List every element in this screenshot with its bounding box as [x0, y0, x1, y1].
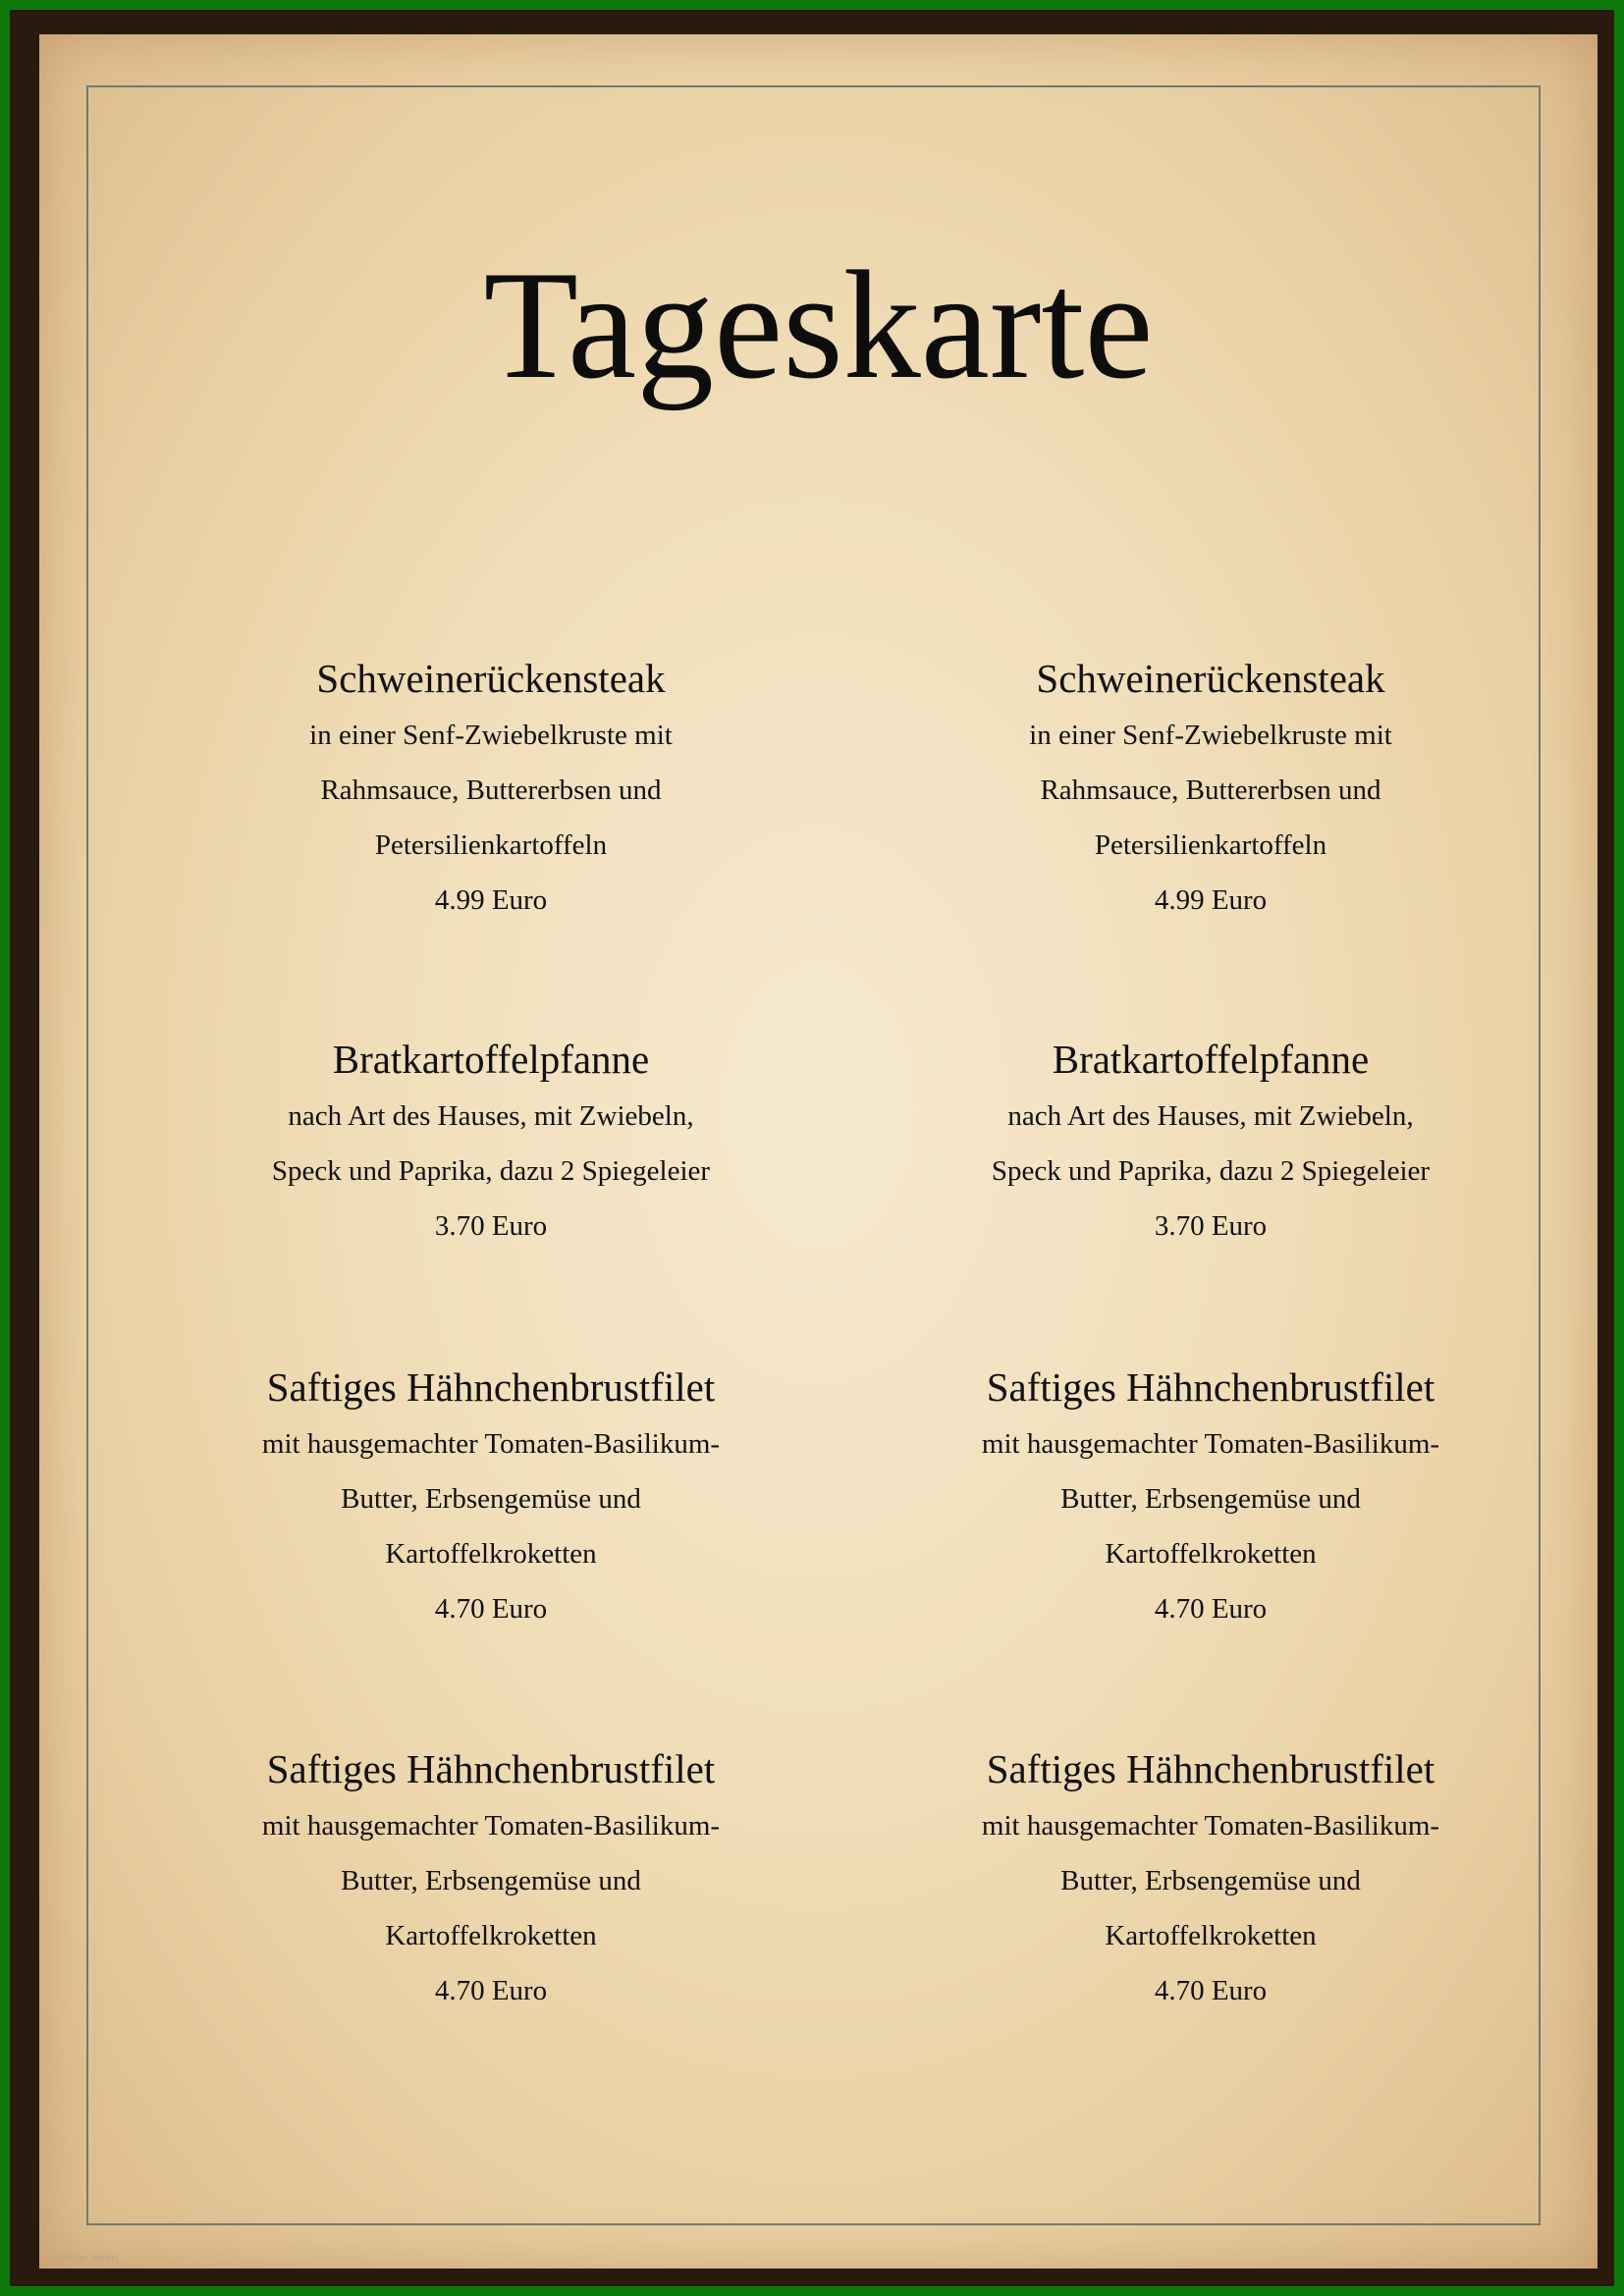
dish-description-line: Petersilienkartoffeln — [1094, 829, 1327, 861]
dish-description-line: Butter, Erbsengemüse und — [341, 1483, 641, 1515]
dish-description-line: Butter, Erbsengemüse und — [341, 1865, 641, 1896]
menu-item — [187, 1358, 795, 1636]
dish-description-line: in einer Senf-Zwiebelkruste mit — [1029, 720, 1392, 751]
dish-price: 3.70 Euro — [434, 1210, 548, 1242]
dish-price: 3.70 Euro — [1154, 1210, 1268, 1242]
menu-item — [906, 1030, 1515, 1254]
dish-description-line: Speck und Paprika, dazu 2 Spiegeleier — [991, 1155, 1431, 1187]
dish-description-line: mit hausgemachter Tomaten-Basilikum- — [261, 1428, 721, 1460]
dish-description-line: Speck und Paprika, dazu 2 Spiegeleier — [271, 1155, 711, 1187]
menu-item — [906, 1739, 1515, 2018]
menu-item — [187, 649, 795, 928]
dish-description-line: nach Art des Hauses, mit Zwiebeln, — [288, 1100, 694, 1132]
dish-description-line: nach Art des Hauses, mit Zwiebeln, — [1007, 1100, 1414, 1132]
dish-name: Saftiges Hähnchenbrustfilet — [266, 1364, 716, 1410]
dish-description-line: Kartoffelkroketten — [1105, 1538, 1317, 1570]
dish-price: 4.99 Euro — [434, 884, 548, 916]
dish-description-line: Kartoffelkroketten — [385, 1538, 597, 1570]
dish-description-line: mit hausgemachter Tomaten-Basilikum- — [261, 1810, 721, 1842]
dish-name: Bratkartoffelpfanne — [332, 1037, 650, 1082]
dish-name: Schweinerückensteak — [316, 656, 666, 701]
dish-description-line: Rahmsauce, Buttererbsen und — [1040, 774, 1381, 806]
menu-item — [906, 1358, 1515, 1636]
watermark: Vorlage Ideen — [51, 2253, 118, 2265]
dish-description-line: Kartoffelkroketten — [1105, 1920, 1317, 1951]
menu-title: Tageskarte — [483, 240, 1154, 411]
menu-item — [906, 649, 1515, 928]
menu-item — [187, 1030, 795, 1254]
dish-description-line: in einer Senf-Zwiebelkruste mit — [309, 720, 673, 751]
dish-name: Saftiges Hähnchenbrustfilet — [266, 1746, 716, 1791]
dish-price: 4.70 Euro — [1154, 1975, 1268, 2006]
dish-description-line: mit hausgemachter Tomaten-Basilikum- — [981, 1428, 1440, 1460]
dish-price: 4.70 Euro — [434, 1593, 548, 1625]
dish-name: Schweinerückensteak — [1036, 656, 1385, 701]
dish-description-line: Kartoffelkroketten — [385, 1920, 597, 1951]
dish-description-line: Butter, Erbsengemüse und — [1060, 1483, 1361, 1515]
dish-description-line: Butter, Erbsengemüse und — [1060, 1865, 1361, 1896]
dish-description-line: Petersilienkartoffeln — [374, 829, 608, 861]
dish-description-line: Rahmsauce, Buttererbsen und — [320, 774, 662, 806]
menu-paper — [39, 34, 1597, 2269]
dish-price: 4.99 Euro — [1154, 884, 1268, 916]
menu-item — [187, 1739, 795, 2018]
dish-name: Saftiges Hähnchenbrustfilet — [986, 1746, 1435, 1791]
dish-description-line: mit hausgemachter Tomaten-Basilikum- — [981, 1810, 1440, 1842]
dish-name: Bratkartoffelpfanne — [1052, 1037, 1370, 1082]
dish-name: Saftiges Hähnchenbrustfilet — [986, 1364, 1435, 1410]
dish-price: 4.70 Euro — [1154, 1593, 1268, 1625]
dark-frame — [10, 10, 1614, 2286]
dish-price: 4.70 Euro — [434, 1975, 548, 2006]
